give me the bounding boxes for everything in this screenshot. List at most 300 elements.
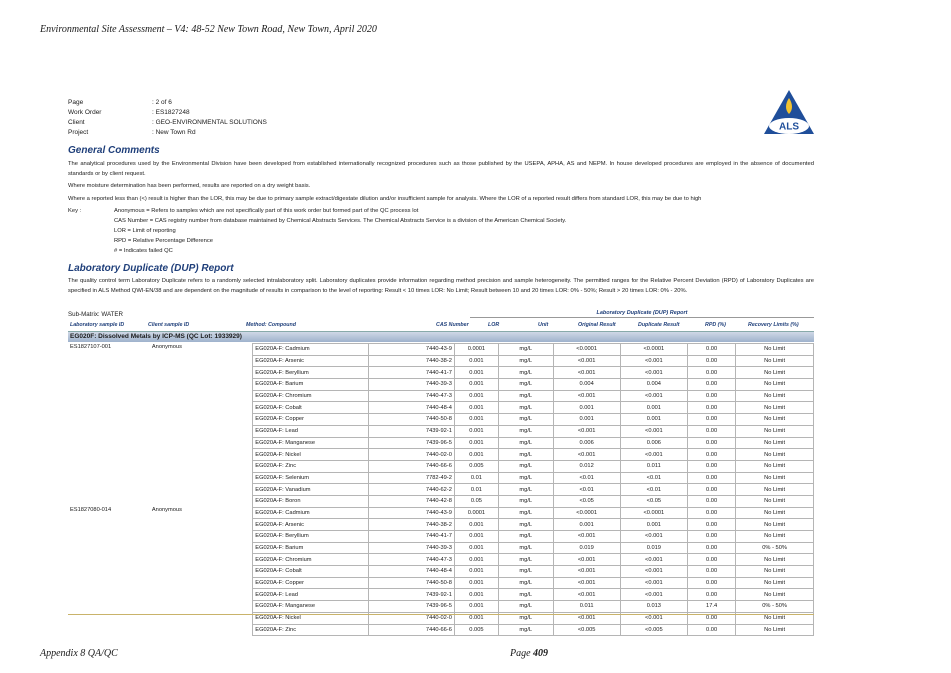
meta-value: : New Town Rd: [152, 129, 196, 136]
cas-number-cell: 7440-66-6: [368, 460, 454, 472]
cas-number-cell: 7440-38-2: [368, 519, 454, 531]
method-compound-cell: EG020A-F: Nickel: [253, 612, 368, 624]
key-item: CAS Number = CAS registry number from database maintained by Chemical Abstracts Services. The Chemical Abstracts Service is a division of the American Chemical Society.: [114, 218, 567, 224]
rpd-cell: 0.00: [687, 402, 735, 414]
duplicate-result-cell: 0.019: [620, 542, 687, 554]
client-sample-id-cell: [150, 414, 253, 426]
table-row: [68, 367, 814, 379]
duplicate-result-cell: 0.006: [620, 437, 687, 449]
lor-cell: 0.005: [454, 624, 498, 636]
lor-cell: 0.001: [454, 437, 498, 449]
column-header: RPD (%): [705, 322, 726, 328]
duplicate-result-cell: <0.05: [620, 495, 687, 507]
method-compound-cell: EG020A-F: Lead: [253, 425, 368, 437]
method-compound-cell: EG020A-F: Arsenic: [253, 519, 368, 531]
client-sample-id-cell: [150, 379, 253, 391]
unit-cell: mg/L: [498, 425, 553, 437]
lab-sample-id-cell: [68, 624, 150, 636]
key-label: Key :: [68, 208, 82, 214]
table-row: [68, 542, 814, 554]
rpd-cell: 0.00: [687, 624, 735, 636]
duplicate-result-cell: 0.004: [620, 379, 687, 391]
original-result-cell: 0.006: [553, 437, 620, 449]
table-group-header: Laboratory Duplicate (DUP) Report: [470, 310, 814, 318]
table-row: [68, 414, 814, 426]
duplicate-result-cell: 0.001: [620, 402, 687, 414]
unit-cell: mg/L: [498, 507, 553, 519]
original-result-cell: <0.001: [553, 589, 620, 601]
footer-page-number: 409: [533, 648, 549, 659]
unit-cell: mg/L: [498, 344, 553, 356]
dup-report-title: Laboratory Duplicate (DUP) Report: [68, 263, 234, 274]
original-result-cell: <0.05: [553, 495, 620, 507]
table-bottom-rule: [68, 614, 814, 615]
method-compound-cell: EG020A-F: Zinc: [253, 624, 368, 636]
meta-row: [68, 118, 267, 128]
original-result-cell: <0.01: [553, 472, 620, 484]
recovery-limits-cell: No Limit: [736, 566, 814, 578]
original-result-cell: <0.001: [553, 531, 620, 543]
dup-report-paragraph: The quality control term Laboratory Duplicate refers to a randomly selected intralaboratory split. Laboratory duplicates provide information regarding method precision and sample heterogeneity. The permitted ranges for the Relative Percent Deviation (RPD) of Laboratory Duplicates are specified in ALS Method QWI-EN/38 and are dependent on the magnitude of results in comparison to the level of reporting: Result < 10 times LOR: No Limit; Result between 10 and 20 times LOR: 0% - 50%; Result > 20 times LOR: 0% - 20%.: [68, 278, 814, 294]
recovery-limits-cell: No Limit: [736, 414, 814, 426]
cas-number-cell: 7439-96-5: [368, 601, 454, 613]
original-result-cell: <0.001: [553, 355, 620, 367]
lab-sample-id-cell: [68, 437, 150, 449]
lor-cell: 0.0001: [454, 344, 498, 356]
footer-page: [510, 648, 548, 659]
meta-label: Work Order: [68, 109, 102, 116]
table-row: [68, 519, 814, 531]
lab-sample-id-cell: [68, 402, 150, 414]
lab-sample-id-cell: ES1827080-014: [70, 507, 112, 514]
general-comments-section: [68, 145, 814, 256]
recovery-limits-cell: No Limit: [736, 425, 814, 437]
method-compound-cell: EG020A-F: Manganese: [253, 437, 368, 449]
table-row: [68, 566, 814, 578]
table-row: [68, 495, 814, 507]
duplicate-result-cell: <0.001: [620, 425, 687, 437]
rpd-cell: 0.00: [687, 566, 735, 578]
lab-sample-id-cell: [68, 472, 150, 484]
unit-cell: mg/L: [498, 531, 553, 543]
rpd-cell: 0.00: [687, 495, 735, 507]
duplicate-result-cell: <0.001: [620, 390, 687, 402]
unit-cell: mg/L: [498, 495, 553, 507]
rpd-cell: 0.00: [687, 531, 735, 543]
key-legend: [68, 206, 814, 256]
unit-cell: mg/L: [498, 542, 553, 554]
cas-number-cell: 7440-41-7: [368, 367, 454, 379]
key-row: [68, 216, 814, 226]
lor-cell: 0.01: [454, 484, 498, 496]
unit-cell: mg/L: [498, 414, 553, 426]
unit-cell: mg/L: [498, 577, 553, 589]
column-header: Client sample ID: [148, 322, 190, 328]
original-result-cell: <0.001: [553, 425, 620, 437]
table-row: [68, 437, 814, 449]
duplicate-result-cell: <0.001: [620, 449, 687, 461]
submatrix-label: Sub-Matrix: WATER: [68, 311, 124, 318]
cas-number-cell: 7440-47-3: [368, 390, 454, 402]
duplicate-result-cell: <0.001: [620, 531, 687, 543]
key-row: [68, 206, 814, 216]
original-result-cell: 0.001: [553, 402, 620, 414]
method-compound-cell: EG020A-F: Nickel: [253, 449, 368, 461]
rpd-cell: 0.00: [687, 519, 735, 531]
client-sample-id-cell: [150, 460, 253, 472]
original-result-cell: <0.001: [553, 449, 620, 461]
logo-text: ALS: [779, 121, 799, 133]
column-header: Unit: [538, 322, 549, 328]
duplicate-result-cell: <0.0001: [620, 344, 687, 356]
footer-appendix: Appendix 8 QA/QC: [40, 648, 118, 659]
lab-sample-id-cell: [68, 495, 150, 507]
unit-cell: mg/L: [498, 367, 553, 379]
lor-cell: 0.001: [454, 449, 498, 461]
duplicate-result-cell: 0.001: [620, 414, 687, 426]
original-result-cell: <0.001: [553, 566, 620, 578]
rpd-cell: 0.00: [687, 484, 735, 496]
method-compound-cell: EG020A-F: Selenium: [253, 472, 368, 484]
column-header: Original Result: [578, 322, 616, 328]
meta-label: Project: [68, 129, 89, 136]
lor-cell: 0.001: [454, 531, 498, 543]
lab-sample-id-cell: ES1827107-001: [70, 343, 112, 350]
table-row: [68, 472, 814, 484]
client-sample-id-cell: [150, 495, 253, 507]
table-row: [68, 507, 814, 519]
original-result-cell: 0.004: [553, 379, 620, 391]
lab-sample-id-cell: [68, 484, 150, 496]
lab-sample-id-cell: [68, 355, 150, 367]
recovery-limits-cell: No Limit: [736, 554, 814, 566]
unit-cell: mg/L: [498, 437, 553, 449]
recovery-limits-cell: No Limit: [736, 390, 814, 402]
duplicate-result-cell: <0.001: [620, 367, 687, 379]
rpd-cell: 0.00: [687, 367, 735, 379]
qc-lot-bar: EG020F: Dissolved Metals by ICP-MS (QC Lot: 1933929): [68, 332, 814, 342]
rpd-cell: 0.00: [687, 472, 735, 484]
unit-cell: mg/L: [498, 612, 553, 624]
original-result-cell: 0.012: [553, 460, 620, 472]
method-compound-cell: EG020A-F: Arsenic: [253, 355, 368, 367]
duplicate-result-cell: 0.013: [620, 601, 687, 613]
lab-sample-id-cell: [68, 531, 150, 543]
lor-cell: 0.001: [454, 589, 498, 601]
lor-cell: 0.0001: [454, 507, 498, 519]
lab-sample-id-cell: [68, 414, 150, 426]
table-row: [68, 355, 814, 367]
original-result-cell: <0.01: [553, 484, 620, 496]
original-result-cell: <0.001: [553, 612, 620, 624]
table-row: [68, 449, 814, 461]
duplicate-result-cell: <0.001: [620, 612, 687, 624]
lab-sample-id-cell: [68, 542, 150, 554]
recovery-limits-cell: No Limit: [736, 367, 814, 379]
als-logo: [762, 88, 816, 138]
recovery-limits-cell: No Limit: [736, 624, 814, 636]
key-row: [68, 226, 814, 236]
lor-cell: 0.001: [454, 367, 498, 379]
method-compound-cell: EG020A-F: Copper: [253, 414, 368, 426]
lor-cell: 0.001: [454, 390, 498, 402]
recovery-limits-cell: No Limit: [736, 449, 814, 461]
method-compound-cell: EG020A-F: Beryllium: [253, 531, 368, 543]
column-header: Recovery Limits (%): [748, 322, 799, 328]
rpd-cell: 0.00: [687, 414, 735, 426]
cas-number-cell: 7440-42-8: [368, 495, 454, 507]
recovery-limits-cell: No Limit: [736, 437, 814, 449]
method-compound-cell: EG020A-F: Cobalt: [253, 402, 368, 414]
method-compound-cell: EG020A-F: Copper: [253, 577, 368, 589]
meta-row: [68, 128, 267, 138]
lor-cell: 0.005: [454, 460, 498, 472]
cas-number-cell: 7440-02-0: [368, 449, 454, 461]
lor-cell: 0.001: [454, 554, 498, 566]
unit-cell: mg/L: [498, 402, 553, 414]
method-compound-cell: EG020A-F: Cadmium: [253, 344, 368, 356]
recovery-limits-cell: No Limit: [736, 577, 814, 589]
key-spacer: [68, 236, 114, 246]
table-row: [68, 390, 814, 402]
recovery-limits-cell: No Limit: [736, 402, 814, 414]
recovery-limits-cell: No Limit: [736, 344, 814, 356]
lor-cell: 0.05: [454, 495, 498, 507]
report-meta: [68, 98, 267, 138]
dup-report-section: [68, 263, 814, 296]
rpd-cell: 0.00: [687, 612, 735, 624]
original-result-cell: <0.005: [553, 624, 620, 636]
cas-number-cell: 7440-50-8: [368, 414, 454, 426]
cas-number-cell: 7440-41-7: [368, 531, 454, 543]
rpd-cell: 0.00: [687, 379, 735, 391]
method-compound-cell: EG020A-F: Cadmium: [253, 507, 368, 519]
client-sample-id-cell: [150, 472, 253, 484]
key-spacer: [68, 216, 114, 226]
recovery-limits-cell: No Limit: [736, 531, 814, 543]
table-row: [68, 589, 814, 601]
lab-sample-id-cell: [68, 566, 150, 578]
meta-value: : GEO-ENVIRONMENTAL SOLUTIONS: [152, 119, 267, 126]
duplicate-result-cell: <0.001: [620, 589, 687, 601]
duplicate-result-cell: <0.0001: [620, 507, 687, 519]
lor-cell: 0.001: [454, 577, 498, 589]
cas-number-cell: 7440-39-3: [368, 379, 454, 391]
unit-cell: mg/L: [498, 449, 553, 461]
client-sample-id-cell: [150, 367, 253, 379]
cas-number-cell: 7440-38-2: [368, 355, 454, 367]
column-header: Laboratory sample ID: [70, 322, 125, 328]
cas-number-cell: 7440-47-3: [368, 554, 454, 566]
duplicate-result-cell: 0.001: [620, 519, 687, 531]
method-compound-cell: EG020A-F: Vanadium: [253, 484, 368, 496]
client-sample-id-cell: [150, 425, 253, 437]
lor-cell: 0.001: [454, 379, 498, 391]
table-row: [68, 402, 814, 414]
unit-cell: mg/L: [498, 390, 553, 402]
original-result-cell: <0.001: [553, 367, 620, 379]
meta-label: Client: [68, 119, 85, 126]
client-sample-id-cell: Anonymous: [151, 507, 182, 514]
column-header: Duplicate Result: [638, 322, 680, 328]
key-item: # = Indicates failed QC: [114, 248, 173, 254]
unit-cell: mg/L: [498, 589, 553, 601]
client-sample-id-cell: [150, 355, 253, 367]
recovery-limits-cell: No Limit: [736, 507, 814, 519]
rpd-cell: 0.00: [687, 577, 735, 589]
original-result-cell: 0.011: [553, 601, 620, 613]
duplicate-result-cell: <0.001: [620, 355, 687, 367]
cas-number-cell: 7440-66-6: [368, 624, 454, 636]
cas-number-cell: 7440-43-9: [368, 507, 454, 519]
cas-number-cell: 7439-92-1: [368, 589, 454, 601]
general-comments-title: General Comments: [68, 145, 160, 156]
cas-number-cell: 7439-96-5: [368, 437, 454, 449]
lab-sample-id-cell: [68, 554, 150, 566]
table-row: [68, 379, 814, 391]
unit-cell: mg/L: [498, 554, 553, 566]
recovery-limits-cell: No Limit: [736, 484, 814, 496]
lab-sample-id-cell: [68, 460, 150, 472]
method-compound-cell: EG020A-F: Lead: [253, 589, 368, 601]
duplicate-result-cell: <0.001: [620, 554, 687, 566]
key-spacer: [68, 226, 114, 236]
recovery-limits-cell: No Limit: [736, 612, 814, 624]
rpd-cell: 0.00: [687, 425, 735, 437]
client-sample-id-cell: [150, 437, 253, 449]
method-compound-cell: EG020A-F: Zinc: [253, 460, 368, 472]
original-result-cell: <0.0001: [553, 344, 620, 356]
original-result-cell: <0.001: [553, 390, 620, 402]
rpd-cell: 0.00: [687, 589, 735, 601]
document-header-title: Environmental Site Assessment – V4: 48-52 New Town Road, New Town, April 2020: [40, 24, 377, 35]
general-comments-paragraph: Where moisture determination has been performed, results are reported on a dry weight basis.: [68, 183, 311, 189]
table-row: [68, 484, 814, 496]
lor-cell: 0.001: [454, 601, 498, 613]
lor-cell: 0.001: [454, 566, 498, 578]
recovery-limits-cell: No Limit: [736, 495, 814, 507]
method-compound-cell: EG020A-F: Beryllium: [253, 367, 368, 379]
key-spacer: [68, 246, 114, 256]
duplicate-result-cell: <0.01: [620, 484, 687, 496]
table-row: [68, 531, 814, 543]
rpd-cell: 0.00: [687, 449, 735, 461]
meta-value: : ES1827248: [152, 109, 190, 116]
recovery-limits-cell: 0% - 50%: [736, 542, 814, 554]
cas-number-cell: 7440-62-2: [368, 484, 454, 496]
lor-cell: 0.001: [454, 425, 498, 437]
cas-number-cell: 7440-39-3: [368, 542, 454, 554]
lor-cell: 0.001: [454, 542, 498, 554]
duplicate-result-cell: <0.005: [620, 624, 687, 636]
key-item: LOR = Limit of reporting: [114, 228, 176, 234]
original-result-cell: 0.001: [553, 519, 620, 531]
table-row: [68, 425, 814, 437]
original-result-cell: 0.001: [553, 414, 620, 426]
original-result-cell: <0.001: [553, 554, 620, 566]
client-sample-id-cell: [150, 484, 253, 496]
lab-sample-id-cell: [68, 379, 150, 391]
unit-cell: mg/L: [498, 472, 553, 484]
key-item: Anonymous = Refers to samples which are not specifically part of this work order but formed part of the QC process lot: [114, 208, 419, 214]
client-sample-id-cell: [150, 531, 253, 543]
client-sample-id-cell: [150, 601, 253, 613]
footer-page-label: Page: [510, 648, 531, 659]
rpd-cell: 0.00: [687, 542, 735, 554]
recovery-limits-cell: No Limit: [736, 460, 814, 472]
key-item: RPD = Relative Percentage Difference: [114, 238, 213, 244]
duplicate-result-cell: 0.011: [620, 460, 687, 472]
general-comments-paragraph: Where a reported less than (<) result is higher than the LOR, this may be due to primary sample extract/digestate dilution and/or insufficient sample for analysis. Where the LOR of a reported result differs from standard LOR, this may be due to high: [68, 195, 702, 202]
lab-sample-id-cell: [68, 449, 150, 461]
method-compound-cell: EG020A-F: Chromium: [253, 390, 368, 402]
rpd-cell: 0.00: [687, 437, 735, 449]
original-result-cell: <0.001: [553, 577, 620, 589]
client-sample-id-cell: [150, 390, 253, 402]
meta-value: : 2 of 6: [152, 99, 172, 106]
unit-cell: mg/L: [498, 566, 553, 578]
general-comments-paragraph: The analytical procedures used by the Environmental Division have been developed from established internationally recognized procedures such as those published by the USEPA, APHA, AS and NEPM. In house developed procedures are employed in the absence of documented standards or by client request.: [68, 161, 814, 177]
column-header: LOR: [488, 322, 500, 328]
column-header: Method: Compound: [246, 322, 297, 328]
rpd-cell: 0.00: [687, 554, 735, 566]
duplicate-result-cell: <0.001: [620, 577, 687, 589]
original-result-cell: <0.0001: [553, 507, 620, 519]
recovery-limits-cell: 0% - 50%: [736, 601, 814, 613]
client-sample-id-cell: [150, 624, 253, 636]
table-row: [68, 554, 814, 566]
cas-number-cell: 7782-49-2: [368, 472, 454, 484]
cas-number-cell: 7440-50-8: [368, 577, 454, 589]
meta-row: [68, 98, 267, 108]
table-row: [68, 460, 814, 472]
method-compound-cell: EG020A-F: Barium: [253, 542, 368, 554]
unit-cell: mg/L: [498, 355, 553, 367]
lab-sample-id-cell: [68, 601, 150, 613]
cas-number-cell: 7440-43-9: [368, 344, 454, 356]
client-sample-id-cell: [150, 577, 253, 589]
cas-number-cell: 7440-48-4: [368, 402, 454, 414]
recovery-limits-cell: No Limit: [736, 589, 814, 601]
unit-cell: mg/L: [498, 624, 553, 636]
duplicate-result-cell: <0.001: [620, 566, 687, 578]
unit-cell: mg/L: [498, 601, 553, 613]
client-sample-id-cell: Anonymous: [151, 343, 182, 350]
recovery-limits-cell: No Limit: [736, 472, 814, 484]
table-column-headers: [68, 321, 814, 332]
lor-cell: 0.01: [454, 472, 498, 484]
cas-number-cell: 7440-02-0: [368, 612, 454, 624]
rpd-cell: 0.00: [687, 355, 735, 367]
duplicate-results-table: [68, 343, 814, 636]
method-compound-cell: EG020A-F: Barium: [253, 379, 368, 391]
recovery-limits-cell: No Limit: [736, 519, 814, 531]
lor-cell: 0.001: [454, 612, 498, 624]
method-compound-cell: EG020A-F: Boron: [253, 495, 368, 507]
table-row: [68, 601, 814, 613]
client-sample-id-cell: [150, 566, 253, 578]
table-row: [68, 344, 814, 356]
method-compound-cell: EG020A-F: Chromium: [253, 554, 368, 566]
lab-sample-id-cell: [68, 589, 150, 601]
client-sample-id-cell: [150, 542, 253, 554]
rpd-cell: 0.00: [687, 390, 735, 402]
key-row: [68, 246, 814, 256]
client-sample-id-cell: [150, 589, 253, 601]
unit-cell: mg/L: [498, 379, 553, 391]
client-sample-id-cell: [150, 402, 253, 414]
client-sample-id-cell: [150, 519, 253, 531]
